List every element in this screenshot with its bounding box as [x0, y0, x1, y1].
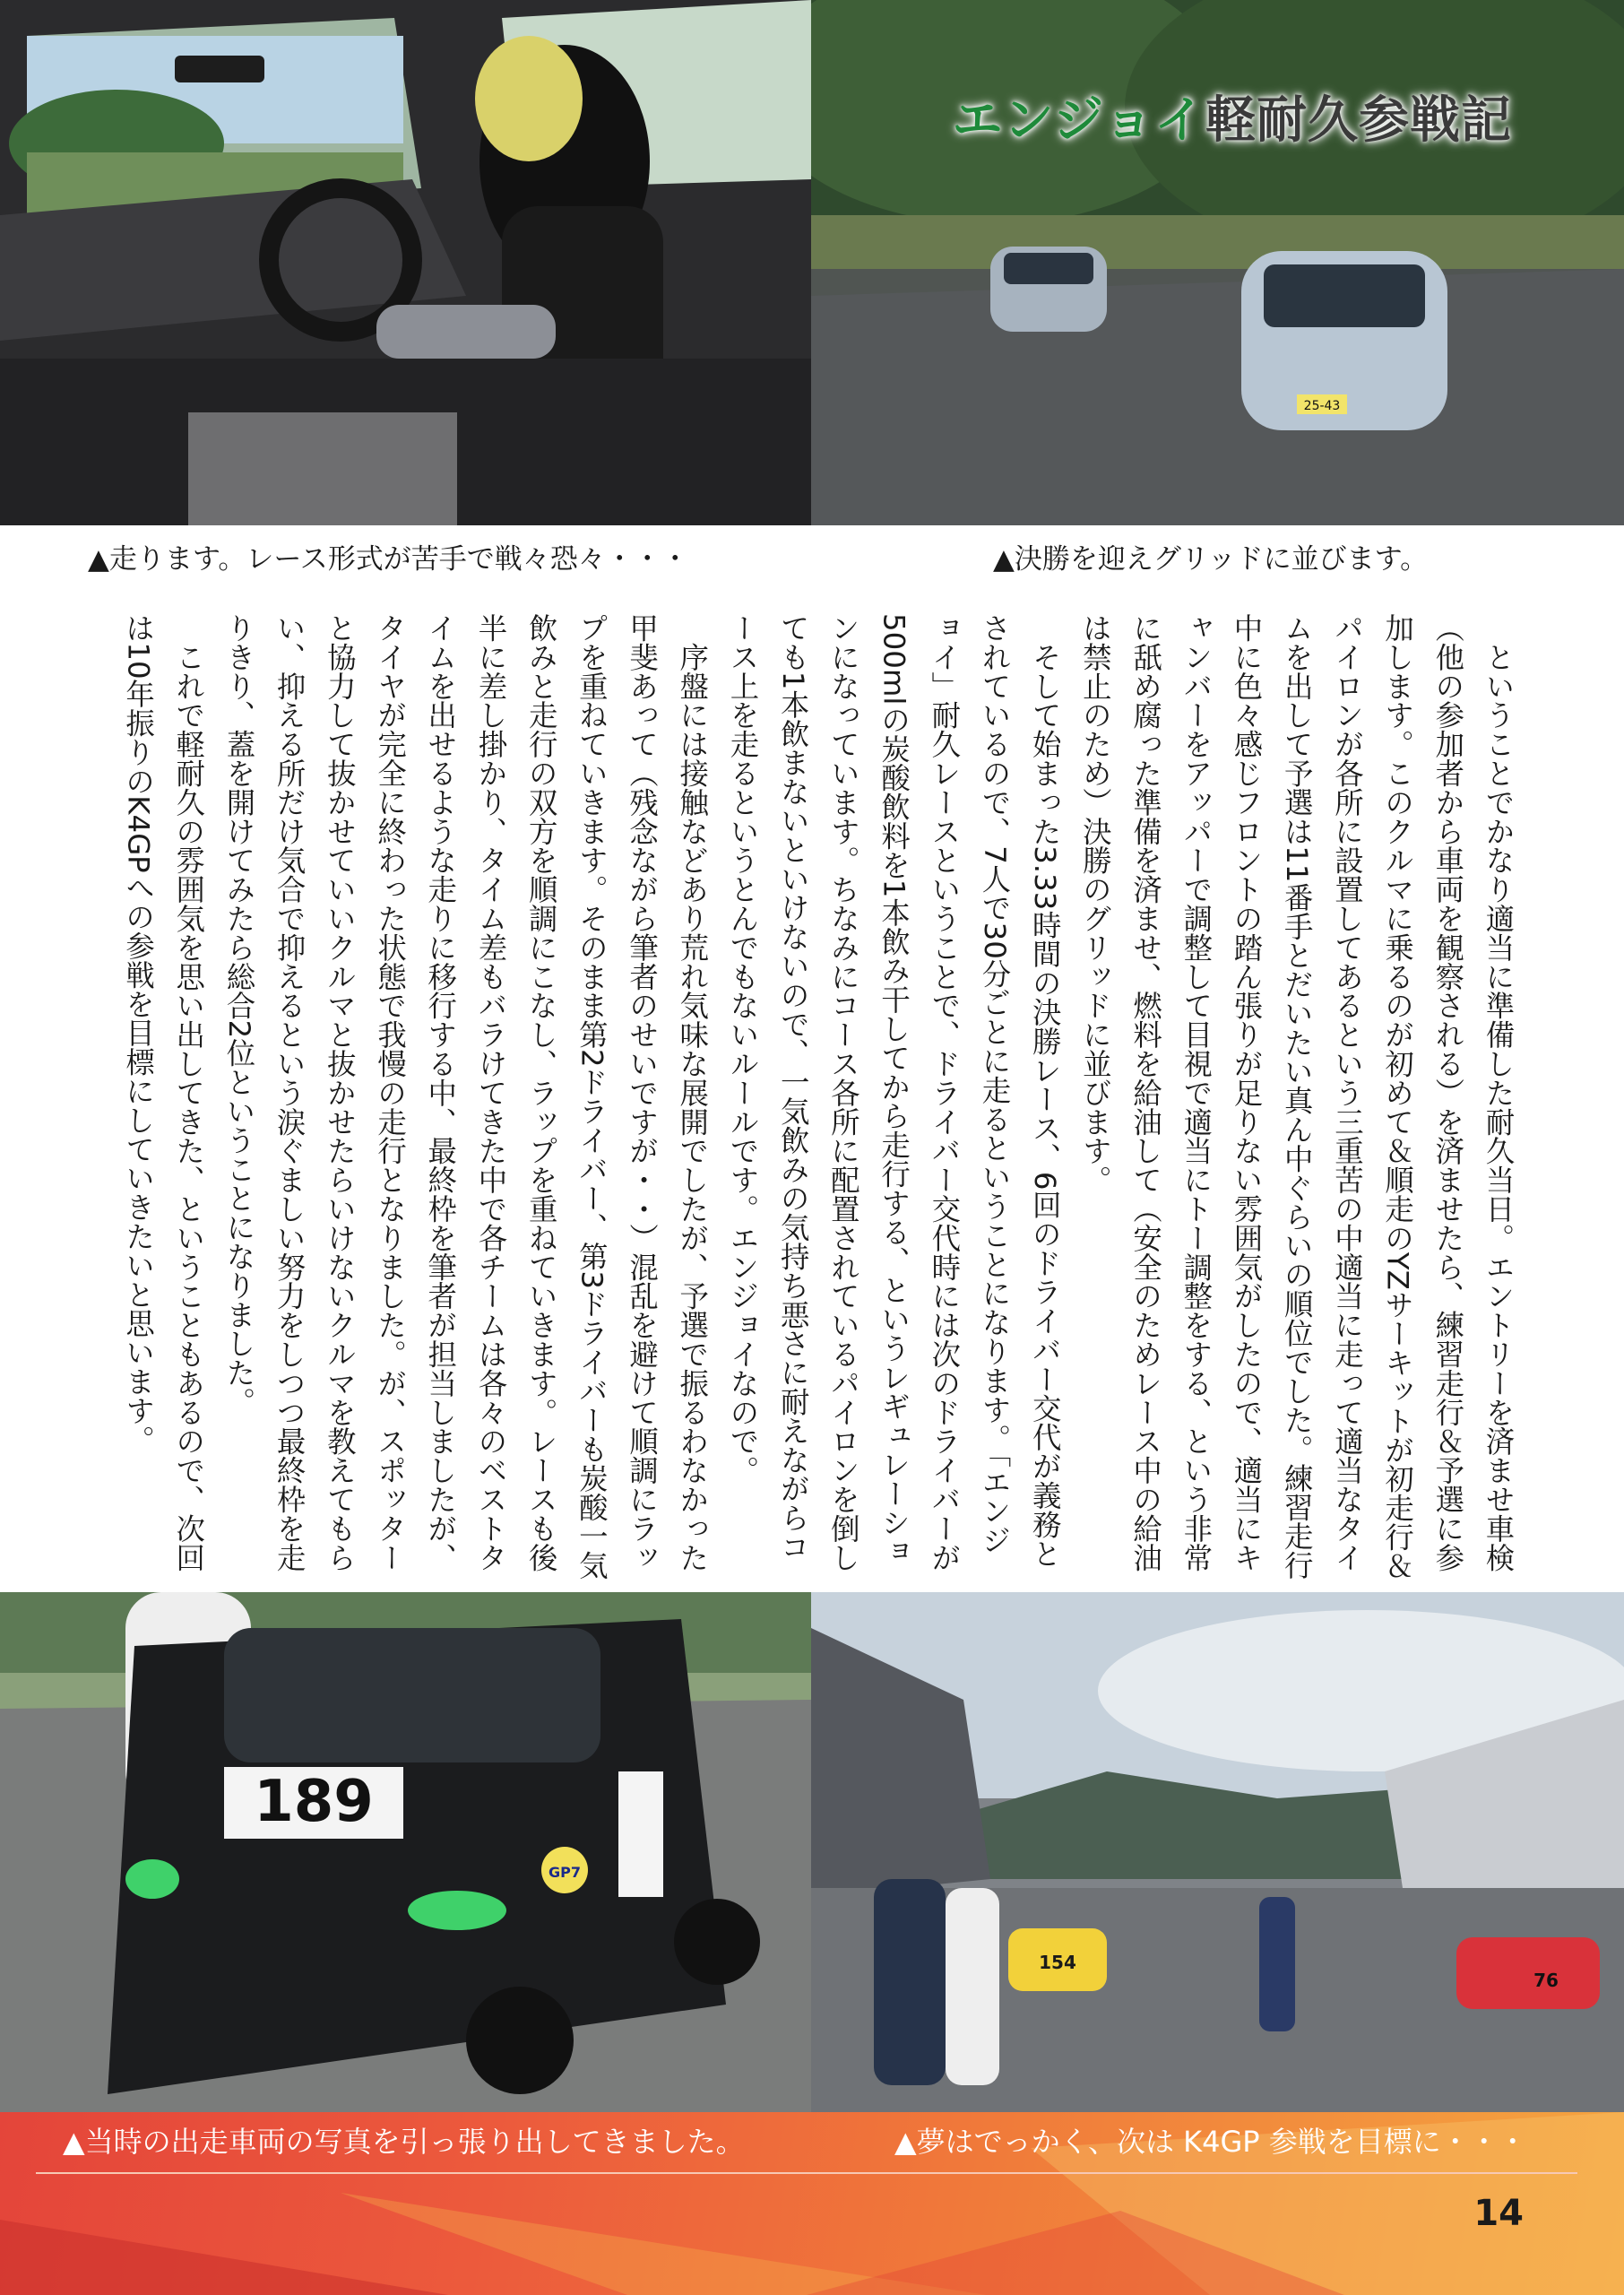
title-enjoy: エンジョイ — [952, 91, 1205, 150]
article-paragraph: そして始まった3.33時間の決勝レース、6回のドライバー交代が義務とされているので、7人で30分ごとに走るということになります。「エンジョイ」耐久レースということで、ドライバー交代時には次のドライバーが500mlの炭酸飲料を1本飲み干してから走行する、というレギュレーションになっています。ちなみにコース各所に配置されているパイロンを倒しても1本飲まないといけないので、一気飲みの気持ち悪さに耐えながらコース上を走るというとんでもないルールです。エンジョイなので。 — [725, 613, 1063, 1572]
article-paragraph: これで軽耐久の雰囲気を思い出してきた、ということもあるので、次回は10年振りのK4GPへの参戦を目標にしていきたいと思います。 — [121, 613, 206, 1572]
article-title — [953, 81, 1512, 152]
title-kei-endurance: 軽耐久参戦記 — [1205, 91, 1512, 150]
sticker-label: GP7 — [549, 1864, 581, 1881]
footer-divider — [36, 2172, 1577, 2174]
photo-pit-lane — [811, 1592, 1624, 2112]
photo-car-interior — [0, 0, 811, 525]
race-number-yellow-car: 154 — [1039, 1952, 1076, 1973]
caption-photo-grid: ▲決勝を迎えグリッドに並びます。 — [993, 543, 1429, 576]
race-number-red-car: 76 — [1533, 1970, 1559, 1991]
article-paragraph: ということでかなり適当に準備した耐久当日。エントリーを済ませ車検（他の参加者から車両を観察される）を済ませたら、練習走行＆予選に参加します。このクルマに乗るのが初めて＆順走のYZサーキットが初走行＆パイロンが各所に設置してあるという三重苦の中適当に走って適当なタイムを出して予選は11番手とだいたい真ん中ぐらいの順位でした。練習走行中に色々感じフロントの踏ん張りが足りない雰囲気がしたので、適当にキャンバーをアッパーで調整して目視で適当にトー調整をする、という非常に舐め腐った準備を済ませ、燃料を給油して（安全のためレース中の給油は禁止のため）決勝のグリッドに並びます。 — [1078, 613, 1516, 1581]
photo-race-car-189 — [0, 1592, 811, 2112]
article-body — [99, 613, 1524, 1581]
caption-photo-interior: ▲走ります。レース形式が苦手で戦々恐々・・・ — [88, 543, 689, 576]
caption-photo-race-car: ▲当時の出走車両の写真を引っ張り出してきました。 — [63, 2125, 745, 2159]
race-number-hood: 189 — [254, 1769, 374, 1835]
caption-photo-pit-lane: ▲夢はでっかく、次は K4GP 参戦を目標に・・・ — [894, 2125, 1527, 2159]
article-paragraph: 序盤には接触などあり荒れ気味な展開でしたが、予選で振るわなかった甲斐あって（残念ながら筆者のせいですが・・）混乱を避けて順調にラップを重ねていきます。そのまま第2ドライバー、第3ドライバーも炭酸一気飲みと走行の双方を順調にこなし、ラップを重ねていきます。レースも後半に差し掛かり、タイム差もバラけてきた中で各チームは各々のベストタイムを出せるような走りに移行する中、最終枠を筆者が担当しましたが、タイヤが完全に終わった状態で我慢の走行となりました。が、スポッターと協力して抜かせていいクルマと抜かせたらいけないクルマを教えてもらい、抑える所だけ気合で抑えるという涙ぐましい努力をしつつ最終枠を走りきり、蓋を開けてみたら総合2位ということになりました。 — [221, 613, 710, 1581]
photo-grid-cars — [811, 0, 1624, 525]
license-plate: 25-43 — [1303, 399, 1341, 413]
page-number: 14 — [1473, 2193, 1524, 2234]
